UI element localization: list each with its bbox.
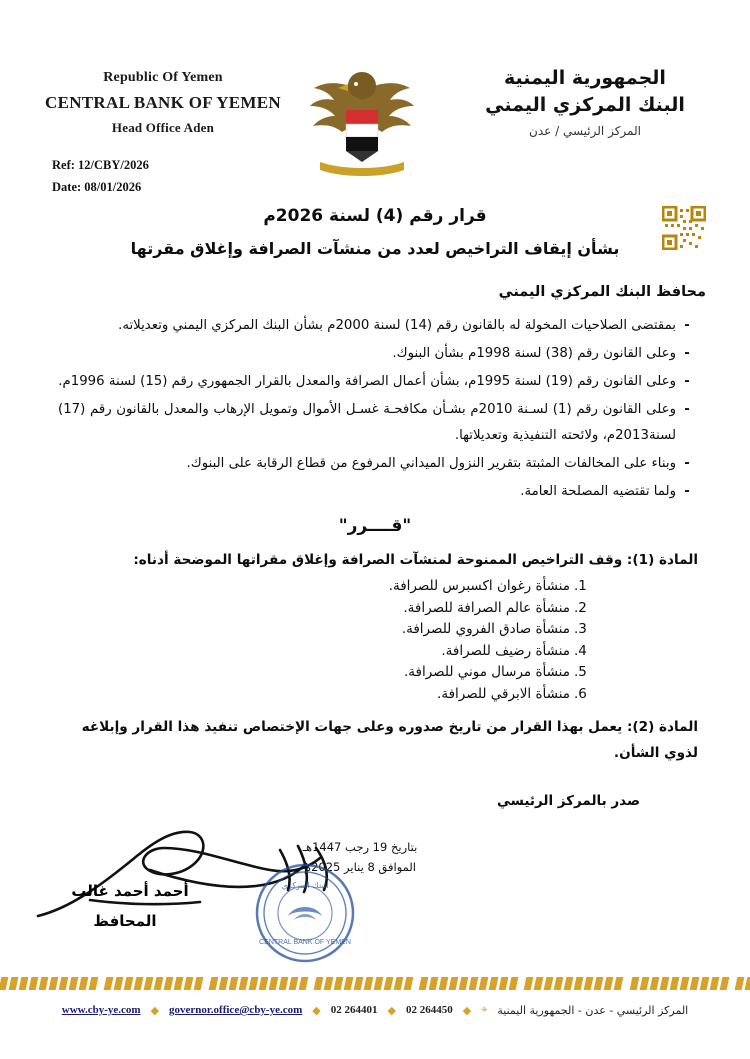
clause-item: [58, 451, 698, 477]
phone-number-1: 02 264401: [330, 1004, 378, 1016]
list-item-number: 5.: [574, 664, 587, 681]
clause-dash: -: [684, 483, 690, 499]
footer-contact-row: [0, 1003, 750, 1017]
header-right-arabic: [460, 66, 710, 138]
clause-dash: -: [684, 318, 690, 333]
clause-item: [58, 341, 698, 367]
list-item-label: منشأة الابرقي للصرافة.: [437, 685, 570, 702]
addressee-line: محافظ البنك المركزي اليمني: [498, 284, 706, 300]
signature-zone: [0, 820, 750, 960]
list-item-label: منشأة رغوان اكسبرس للصرافة.: [388, 578, 570, 595]
list-item-number: 2.: [574, 599, 587, 616]
clause-dash: -: [684, 401, 690, 417]
clause-item: [58, 397, 698, 449]
country-name-ar: الجمهورية اليمنية: [504, 67, 666, 89]
official-round-stamp-icon: [250, 858, 360, 968]
list-item-label: منشأة صادق الفروي للصرافة.: [401, 621, 570, 638]
footer-separator: ◆: [462, 1003, 472, 1017]
issued-at-line: صدر بالمركز الرئيسي: [497, 792, 640, 809]
list-item-number: 6.: [574, 685, 587, 702]
clause-text: وبناء على المخالفات المثبتة بتقرير النزول الميداني المرفوع من قطاع الرقابة على البنوك.: [186, 455, 676, 471]
list-item: [150, 623, 600, 637]
svg-text:CENTRAL BANK OF YEMEN: CENTRAL BANK OF YEMEN: [259, 939, 351, 946]
footer-separator: ◆: [387, 1003, 396, 1017]
bank-name-en: CENTRAL BANK OF YEMEN: [45, 93, 281, 112]
list-item-number: 4.: [574, 642, 587, 659]
list-item-number: 3.: [574, 621, 587, 638]
office-name-ar: المركز الرئيسي / عدن: [529, 124, 641, 139]
document-title-block: [0, 206, 750, 258]
governor-role: المحافظ: [93, 912, 157, 930]
document-footer: [0, 1003, 750, 1043]
article-1: المادة (1): وقف التراخيص الممنوحة لمنشآت الصرافة وإغلاق مقراتها الموضحة أدناه:: [133, 552, 698, 569]
country-name-en: Republic Of Yemen: [103, 70, 223, 85]
ref-date: Date: 08/01/2026: [52, 179, 142, 194]
preamble-clauses: [58, 313, 698, 504]
ref-number: Ref: 12/CBY/2026: [52, 158, 149, 172]
footer-decorative-band: [0, 975, 750, 991]
decided-word: "قــــرر": [338, 516, 412, 537]
list-item: [150, 580, 600, 594]
article-2: المادة (2): يعمل بهذا القرار من تاريخ صدوره وعلى جهات الإختصاص تنفيذ هذا القرار وإبلاغه لذوي الشأن.: [81, 719, 698, 762]
clause-item: [58, 313, 698, 339]
governor-name: أحمد أحمد غالب: [71, 882, 189, 900]
list-item-number: 1.: [574, 578, 587, 595]
website-link[interactable]: www.cby-ye.com: [61, 1004, 141, 1016]
decision-subject-title: بشأن إيقاف التراخيص لعدد من منشآت الصرافة وإغلاق مقرتها: [130, 239, 620, 258]
footer-separator: ◆: [150, 1003, 160, 1017]
list-item: [150, 685, 600, 702]
header-left-english: [38, 70, 288, 136]
clause-text: وعلى القانون رقم (38) لسنة 1998م بشأن البنوك.: [392, 345, 676, 361]
clause-dash: -: [684, 373, 690, 389]
clause-item: [58, 479, 698, 505]
footer-address: المركز الرئيسي - عدن - الجمهورية اليمنية: [497, 1003, 689, 1017]
clause-text: وعلى القانون رقم (1) لسـنة 2010م بشـأن مكافحـة غسـل الأموال وتمويل الإرهاب والمعدل بالقانون رقم (17) لسنة2013م، ولائحته التنفيذية وتعديلاتها.: [58, 401, 677, 443]
reference-block: [52, 155, 149, 199]
document-header: [0, 58, 750, 198]
phone-number-2: 02 264450: [405, 1004, 453, 1016]
bank-name-ar: البنك المركزي اليمني: [485, 93, 685, 116]
footer-separator: ◆: [312, 1003, 321, 1017]
clause-text: وعلى القانون رقم (19) لسنة 1995م، بشأن أعمال الصرافة والمعدل بالقرار الجمهوري رقم (15) لسنة 1996م.: [58, 373, 676, 389]
office-name-en: Head Office Aden: [111, 120, 215, 135]
list-item: [150, 599, 600, 616]
list-item: [150, 642, 600, 659]
svg-text:البنك المركزي: البنك المركزي: [281, 881, 329, 890]
date-hijri: بتاريخ 19 رجب 1447هـ: [302, 840, 418, 854]
clause-text: ولما تقتضيه المصلحة العامة.: [520, 483, 676, 499]
clause-text: بمقتضى الصلاحيات المخولة له بالقانون رقم (14) لسنة 2000م بشأن البنك المركزي اليمني وتعديلاته.: [118, 318, 676, 333]
date-gregorian: الموافق 8 يناير 2025م: [303, 859, 416, 874]
list-item-label: منشأة رضيف للصرافة.: [441, 642, 570, 659]
clause-dash: -: [684, 455, 690, 471]
clause-item: [58, 369, 698, 395]
location-pin-icon: ⌖: [481, 1003, 488, 1016]
decision-number-title: قرار رقم (4) لسنة 2026م: [263, 206, 487, 226]
document-body: [0, 200, 750, 809]
list-item-label: منشأة عالم الصرافة للصرافة.: [403, 599, 570, 616]
revoked-entities-list: [150, 580, 600, 701]
yemen-eagle-emblem-icon: [302, 58, 422, 186]
list-item: [150, 666, 600, 680]
list-item-label: منشأة مرسال موني للصرافة.: [403, 664, 570, 681]
clause-dash: -: [684, 345, 690, 361]
email-link[interactable]: governor.office@cby-ye.com: [169, 1004, 303, 1016]
